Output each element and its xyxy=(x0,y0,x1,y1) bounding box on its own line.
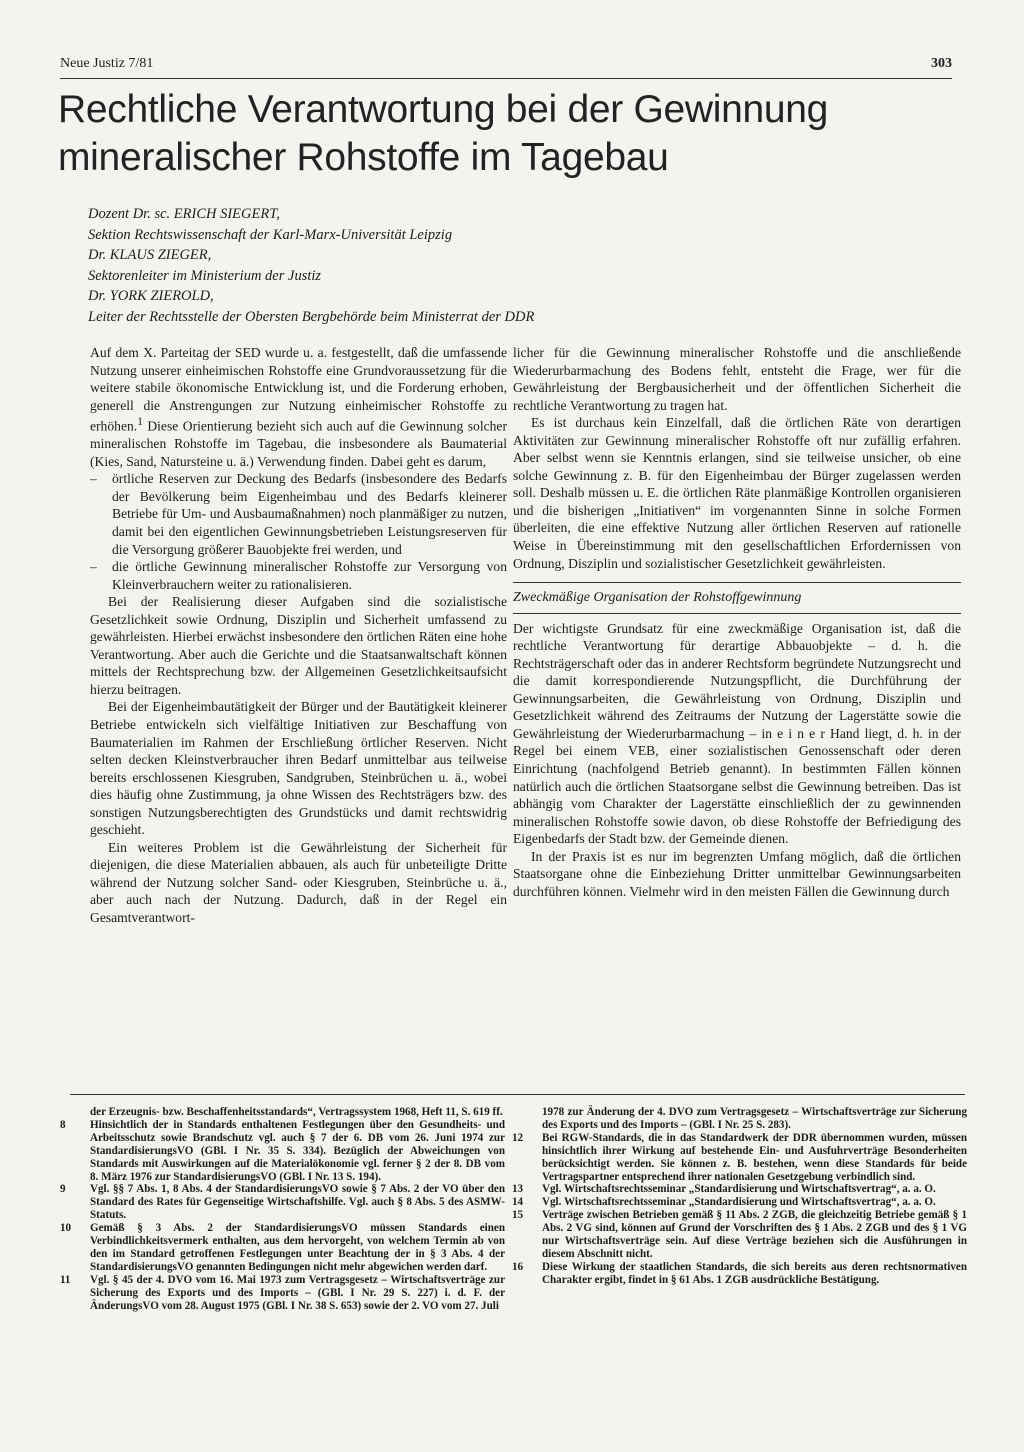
footnote-text: Gemäß § 3 Abs. 2 der StandardisierungsVO müssen Standards einen Verbindlichkeitsvermerk enthalten, aus dem hervorgeht, von welchem Termin ab von den im Standard getroffenen Festlegungen unter Beachtung der in § 3 Abs. 4 der StandardisierungsVO genannten Bedingungen nicht mehr abgewichen werden darf. xyxy=(90,1222,505,1273)
footnote-text: Vgl. Wirtschaftsrechtsseminar „Standardisierung und Wirtschaftsvertrag“, a. a. O. xyxy=(542,1196,936,1209)
footnote-number: 16 xyxy=(512,1260,524,1273)
paragraph-text: Auf dem X. Parteitag der SED wurde u. a. festgestellt, daß die umfassende Nutzung unserer einheimischen Rohstoffe eine Grundvoraussetzung für die weitere stabile ökonomische Entwicklung ist, und die Forderung erhoben, generell die Anstrengungen zur Nutzung einheimischer Rohstoffe zu erhöhen. xyxy=(90,345,507,434)
footnotes-left xyxy=(60,1106,505,1313)
footnote-number: 15 xyxy=(512,1209,524,1222)
author-2-name: Dr. KLAUS ZIEGER, xyxy=(88,247,212,263)
footnote-text: Vgl. Wirtschaftsrechtsseminar „Standardisierung und Wirtschaftsvertrag“, a. a. O. xyxy=(542,1183,936,1196)
section-heading: Zweckmäßige Organisation der Rohstoffgewinnung xyxy=(513,582,961,614)
footnote-number: 13 xyxy=(512,1183,524,1196)
paragraph: Es ist durchaus kein Einzelfall, daß die örtlichen Räte von derartigen Aktivitäten zur Gewinnung mineralischer Rohstoffe oft nur zufällig erfahren. Aber selbst wenn sie Kenntnis erlangen, sind sie teilweise unsicher, ob eine solche Gewinnung z. B. für den Eigenheimbau der Bürger zugelassen werden soll. Deshalb müssen u. E. die örtlichen Räte planmäßige Kontrollen organisieren und die bisherigen „Initiativen“ im vorgenannten Sinne in solche Formen überleiten, die eine effektive Nutzung aller örtlichen Reserven auf rationelle Weise in Übereinstimmung mit den gesellschaftlichen Erfordernissen von Ordnung, Disziplin und sozialistischer Gesetzlichkeit gewährleisten. xyxy=(513,415,961,571)
footnote-number: 9 xyxy=(60,1183,66,1196)
left-text-column xyxy=(90,344,507,927)
title-line-1: Rechtliche Verantwortung bei der Gewinnung xyxy=(58,88,829,131)
page-number: 303 xyxy=(931,56,952,71)
paragraph: In der Praxis ist es nur im begrenzten Umfang möglich, daß die örtlichen Staatsorgane ohne die Einbeziehung Dritter unmittelbar Gewinnungsarbeiten durchführen können. Vielmehr wird in den meisten Fällen die Gewinnung durch xyxy=(513,848,961,899)
dash-bullet: – xyxy=(90,471,97,487)
footnote-text: Vgl. §§ 7 Abs. 1, 8 Abs. 4 der StandardisierungsVO sowie § 7 Abs. 2 der VO über den Standard des Rates für Gegenseitige Wirtschaftshilfe. Vgl. auch § 8 Abs. 5 des ASMW-Statuts. xyxy=(90,1183,505,1222)
footnote xyxy=(512,1209,967,1261)
list-item-text: die örtliche Gewinnung mineralischer Rohstoffe zur Versorgung von Kleinverbrauchern weiter zu rationalisieren. xyxy=(112,559,507,592)
dash-bullet: – xyxy=(90,559,97,575)
footnote-number: 12 xyxy=(512,1131,524,1144)
footnote xyxy=(60,1106,505,1119)
paragraph: Bei der Realisierung dieser Aufgaben sind die sozialistische Gesetzlichkeit sowie Ordnung, Disziplin und Sicherheit umfassend zu gewährleisten. Hierbei erwächst insbesondere den örtlichen Räten eine hohe Verantwortung. Aber auch die Gerichte und die Staatsanwaltschaft können mittels der Rechtsprechung bzw. der Allgemeinen Gesetzlichkeitsaufsicht hierzu beitragen. xyxy=(90,594,507,697)
footnote xyxy=(512,1196,967,1209)
footnotes-right xyxy=(512,1106,967,1287)
footnote-text: Hinsichtlich der in Standards enthaltenen Festlegungen über den Gesundheits- und Arbeitsschutz sowie Brandschutz vgl. auch § 7 der 6. DB vom 26. Juni 1974 zur StandardisierungsVO (GBl. I Nr. 35 S. 334). Bezüglich der Abweichungen von Standards mit Auswirkungen auf die Materialökonomie vgl. ferner § 2 der 8. DB vom 8. März 1976 zur StandardisierungsVO (GBl. I Nr. 13 S. 194). xyxy=(90,1118,505,1183)
footnote-text: Verträge zwischen Betrieben gemäß § 11 Abs. 2 ZGB, die gleichzeitig Betriebe gemäß § 1 Abs. 2 VG sind, können auf Grund der Vorschriften des § 1 Abs. 2 ZGB und des § 1 VG nur Wirtschaftsverträge sein. Auf diese Verträge beziehen sich die Ausführungen in diesem Abschnitt nicht. xyxy=(542,1209,967,1260)
paragraph: Ein weiteres Problem ist die Gewährleistung der Sicherheit für diejenigen, die diese Materialien abbauen, als auch für unbeteiligte Dritte während der Nutzung solcher Sand- oder Kiesgruben, Steinbrüche u. ä., aber auch nach der Nutzung. Dadurch, daß in der Regel ein Gesamtverantwort- xyxy=(90,839,507,926)
footnote xyxy=(512,1183,967,1196)
list-item xyxy=(90,470,507,558)
list-item-text: örtliche Reserven zur Deckung des Bedarfs (insbesondere des Bedarfs der Bevölkerung beim Eigenheimbau und des Bedarfs kleinerer Betriebe für Um- und Ausbaumaßnahmen) noch planmäßiger zu nutzen, damit bei den eigentlichen Gewinnungsbetrieben Leistungsreserven für die Versorgung größerer Bauobjekte frei werden, und xyxy=(112,471,507,557)
footnote-ref: 1 xyxy=(137,416,143,429)
footnote xyxy=(512,1261,967,1287)
right-text-column xyxy=(513,344,961,900)
footnote-number: 8 xyxy=(60,1118,66,1131)
author-block xyxy=(88,204,968,327)
footnote-number: 14 xyxy=(512,1196,524,1209)
paragraph: licher für die Gewinnung mineralischer Rohstoffe und die anschließende Wiederurbarmachung des Bodens fehlt, entsteht die Frage, wer für die Gewährleistung der Bergbausicherheit und der öffentlichen Sicherheit die rechtliche Verantwortung zu tragen hat. xyxy=(513,345,961,413)
footnote xyxy=(60,1119,505,1184)
footnote-text: Bei RGW-Standards, die in das Standardwerk der DDR übernommen wurden, müssen hinsichtlich ihrer Wirkung auf bestehende Ein- und Ausfuhrverträge Besonderheiten berücksichtigt werden. Sie können z. B. bestehen, wenn diese Standards für beide Vertragspartner entsprechend ihrer nationalen Gesetzgebung verbindlich sind. xyxy=(542,1131,967,1183)
running-header xyxy=(60,56,952,79)
footnote-divider xyxy=(70,1094,965,1095)
footnote xyxy=(60,1183,505,1222)
title-line-2: mineralischer Rohstoffe im Tagebau xyxy=(58,136,669,179)
author-3-name: Dr. YORK ZIEROLD, xyxy=(88,288,214,304)
paragraph: Bei der Eigenheimbautätigkeit der Bürger und der Bautätigkeit kleinerer Betriebe entwickeln sich vielfältige Initiativen zur Beschaffung von Baumaterialien im Rahmen der Erschließung örtlicher Reserven. Nicht selten decken Kleinstverbraucher ihren Bedarf unmittelbar aus teilweise bereits erschlossenen Kiesgruben, Sandgruben, Steinbrüchen u. ä., wobei dies häufig ohne Zustimmung, ja ohne Wissen des Rechtsträgers bzw. des sonstigen Nutzungsberechtigten des Grundstücks und damit rechtswidrig geschieht. xyxy=(90,699,507,838)
footnote xyxy=(512,1106,967,1132)
paragraph xyxy=(90,344,507,470)
paragraph: Der wichtigste Grundsatz für eine zweckmäßige Organisation ist, daß die rechtliche Verantwortung für derartige Abbauobjekte – d. h. die Rechtsträgerschaft oder das in anderer Rechtsform begründete Nutzungsrecht und die damit korrespondierende Nutzungspflicht, die Durchführung der Gewinnungsarbeiten, die Gewährleistung von Ordnung, Disziplin und Gesetzlichkeit während des Zeitraums der Nutzung der Lagerstätte sowie die Gewährleistung der Wiederurbarmachung – in e i n e r Hand liegt, d. h. in der Regel bei einem VEB, einer sozialistischen Genossenschaft oder deren Einrichtung (nachfolgend Betrieb genannt). In bestimmten Fällen können natürlich auch die örtlichen Staatsorgane selbst die Gewinnung betreiben. Das ist abhängig vom Charakter der Lagerstätte einschließlich der zu gewinnenden mineralischen Rohstoffe sowie davon, ob diese Rohstoffe der Befriedigung des Eigenbedarfs der Stadt bzw. der Gemeinde dienen. xyxy=(513,620,961,847)
author-2-affiliation: Sektorenleiter im Ministerium der Justiz xyxy=(88,267,322,284)
author-1-affiliation: Sektion Rechtswissenschaft der Karl-Marx-Universität Leipzig xyxy=(88,226,453,243)
footnote xyxy=(60,1222,505,1274)
article-title xyxy=(58,86,958,182)
author-3-affiliation: Leiter der Rechtsstelle der Obersten Bergbehörde beim Ministerrat der DDR xyxy=(88,308,535,325)
footnote-text: Vgl. § 45 der 4. DVO vom 16. Mai 1973 zum Vertragsgesetz – Wirtschaftsverträge zur Sicherung des Exports und des Imports – (GBl. I Nr. 29 S. 227) i. d. F. der ÄnderungsVO vom 28. August 1975 (GBl. I Nr. 38 S. 653) sowie der 2. VO vom 27. Juli xyxy=(90,1273,505,1312)
footnote-text: der Erzeugnis- bzw. Beschaffenheitsstandards“, Vertragssystem 1968, Heft 11, S. 619 ff. xyxy=(90,1106,503,1118)
author-1-name: Dozent Dr. sc. ERICH SIEGERT, xyxy=(88,206,280,222)
footnote xyxy=(60,1274,505,1313)
footnote-text: 1978 zur Änderung der 4. DVO zum Vertragsgesetz – Wirtschaftsverträge zur Sicherung des Exports und des Imports – (GBl. I Nr. 25 S. 283). xyxy=(542,1106,967,1131)
footnote-number: 11 xyxy=(60,1273,71,1286)
footnote-text: Diese Wirkung der staatlichen Standards, die sich bereits aus deren rechtsnormativen Charakter ergibt, findet in § 61 Abs. 1 ZGB ausdrückliche Bestätigung. xyxy=(542,1260,967,1286)
journal-issue: Neue Justiz 7/81 xyxy=(60,56,154,71)
list-item xyxy=(90,558,507,593)
footnote-number: 10 xyxy=(60,1222,72,1235)
paragraph-text: Diese Orientierung bezieht sich auch auf die Gewinnung solcher mineralischen Rohstoffe im Tagebau, die insbesondere als Baumaterial (Kies, Sand, Natursteine u. ä.) Verwendung finden. Dabei geht es darum, xyxy=(90,418,507,469)
footnote xyxy=(512,1132,967,1184)
